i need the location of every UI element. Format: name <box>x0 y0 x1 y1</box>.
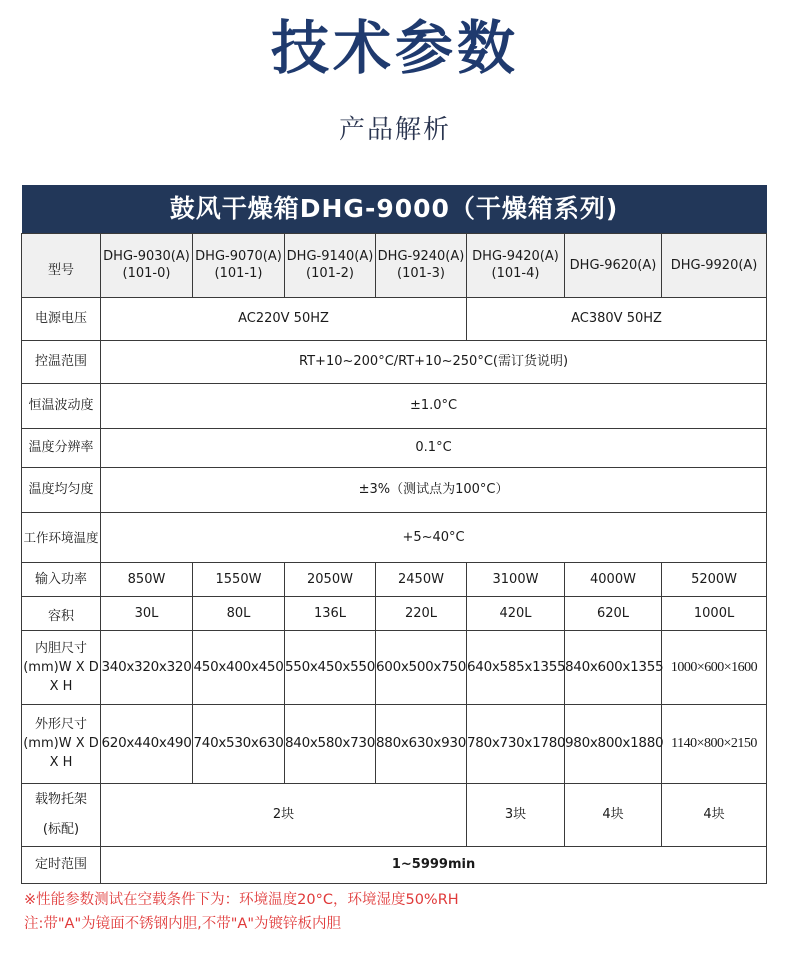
row-label: 温度分辨率 <box>22 428 101 467</box>
rack-cell: 4块 <box>662 783 767 846</box>
outer-size-cell: 880x630x930 <box>376 704 467 783</box>
row-label-inner-size <box>22 630 101 704</box>
uniformity-value: ±3%（测试点为100°C） <box>101 467 767 512</box>
label-line: X H <box>49 678 73 694</box>
row-label: 恒温波动度 <box>22 383 101 428</box>
row-label: 控温范围 <box>22 340 101 383</box>
volume-cell: 1000L <box>662 596 767 630</box>
model-code: (101-0) <box>122 266 171 281</box>
volume-cell: 220L <box>376 596 467 630</box>
table-row-volume <box>22 596 767 630</box>
volume-cell: 420L <box>467 596 565 630</box>
outer-size-cell: 740x530x630 <box>193 704 285 783</box>
note-test-conditions: ※性能参数测试在空载条件下为：环境温度20°C，环境湿度50%RH <box>24 892 459 908</box>
power-cell: 2050W <box>285 562 376 596</box>
power-cell: 5200W <box>662 562 767 596</box>
model-cell <box>193 233 285 297</box>
model-code: (101-4) <box>491 266 540 281</box>
row-label: 电源电压 <box>22 297 101 340</box>
table-row-temp-range <box>22 340 767 383</box>
page-title: 技术参数 <box>270 14 519 82</box>
outer-size-cell: 840x580x730 <box>285 704 376 783</box>
inner-size-cell: 340x320x320 <box>101 630 193 704</box>
fluctuation-value: ±1.0°C <box>101 383 767 428</box>
row-label: 输入功率 <box>22 562 101 596</box>
table-row-power <box>22 562 767 596</box>
model-cell <box>285 233 376 297</box>
spec-table <box>21 185 767 884</box>
model-cell <box>376 233 467 297</box>
label-line: X H <box>49 755 73 770</box>
label-line: 内胆尺寸 <box>34 640 87 656</box>
volume-cell: 620L <box>565 596 662 630</box>
outer-size-cell: 980x800x1880 <box>565 704 662 783</box>
inner-size-cell: 1000×600×1600 <box>662 630 767 704</box>
table-row-timer <box>22 846 767 883</box>
voltage-value-220: AC220V 50HZ <box>101 297 467 340</box>
label-line: (mm)W X D <box>23 659 99 675</box>
model-code: (101-2) <box>306 266 354 281</box>
table-row-fluctuation <box>22 383 767 428</box>
outer-size-cell: 620x440x490 <box>101 704 193 783</box>
power-cell: 2450W <box>376 562 467 596</box>
note-liner-material: 注:带"A"为镜面不锈钢内胆,不带"A"为镀锌板内胆 <box>24 916 342 932</box>
label-line: (标配) <box>42 821 80 837</box>
model-cell <box>467 233 565 297</box>
table-row-rack <box>22 783 767 846</box>
timer-value: 1~5999min <box>101 846 767 883</box>
inner-size-cell: 640x585x1355 <box>467 630 565 704</box>
outer-size-cell: 1140×800×2150 <box>662 704 767 783</box>
row-label: 定时范围 <box>22 846 101 883</box>
power-cell: 4000W <box>565 562 662 596</box>
table-row-inner-size <box>22 630 767 704</box>
model-name: DHG-9420(A) <box>472 249 559 264</box>
model-cell <box>101 233 193 297</box>
inner-size-cell: 840x600x1355 <box>565 630 662 704</box>
voltage-value-380: AC380V 50HZ <box>467 297 767 340</box>
power-cell: 850W <box>101 562 193 596</box>
model-name: DHG-9030(A) <box>103 249 190 264</box>
model-name: DHG-9620(A) <box>569 257 657 273</box>
model-row <box>22 233 767 297</box>
row-label-rack <box>22 783 101 846</box>
label-line: 载物托架 <box>34 791 87 807</box>
model-code: (101-1) <box>214 266 263 281</box>
power-cell: 3100W <box>467 562 565 596</box>
resolution-value: 0.1°C <box>101 428 767 467</box>
rack-cell: 4块 <box>565 783 662 846</box>
volume-cell: 80L <box>193 596 285 630</box>
rack-cell: 3块 <box>467 783 565 846</box>
row-label-model: 型号 <box>22 233 101 297</box>
model-name: DHG-9920(A) <box>670 257 758 273</box>
table-banner: 鼓风干燥箱DHG-9000（干燥箱系列) <box>22 185 767 233</box>
temp-range-value: RT+10~200°C/RT+10~250°C(需订货说明) <box>101 340 767 383</box>
inner-size-cell: 600x500x750 <box>376 630 467 704</box>
volume-cell: 30L <box>101 596 193 630</box>
inner-size-cell: 550x450x550 <box>285 630 376 704</box>
model-name: DHG-9240(A) <box>377 249 465 264</box>
table-row-uniformity <box>22 467 767 512</box>
inner-size-cell: 450x400x450 <box>193 630 285 704</box>
rack-value-small: 2块 <box>101 783 467 846</box>
model-cell <box>565 233 662 297</box>
label-line: 外形尺寸 <box>34 717 87 732</box>
row-label-outer-size <box>22 704 101 783</box>
model-name: DHG-9140(A) <box>286 249 374 264</box>
model-cell <box>662 233 767 297</box>
table-row-outer-size <box>22 704 767 783</box>
outer-size-cell: 780x730x1780 <box>467 704 565 783</box>
label-line: (mm)W X D <box>23 736 99 751</box>
power-cell: 1550W <box>193 562 285 596</box>
volume-cell: 136L <box>285 596 376 630</box>
notes <box>24 888 764 936</box>
table-row-voltage <box>22 297 767 340</box>
page-subtitle: 产品解析 <box>338 115 451 145</box>
row-label: 温度均匀度 <box>22 467 101 512</box>
ambient-value: +5~40°C <box>101 512 767 562</box>
table-row-resolution <box>22 428 767 467</box>
model-name: DHG-9070(A) <box>195 249 282 264</box>
model-code: (101-3) <box>397 266 445 281</box>
table-row-ambient <box>22 512 767 562</box>
row-label: 容积 <box>22 596 101 630</box>
row-label: 工作环境温度 <box>22 512 101 562</box>
